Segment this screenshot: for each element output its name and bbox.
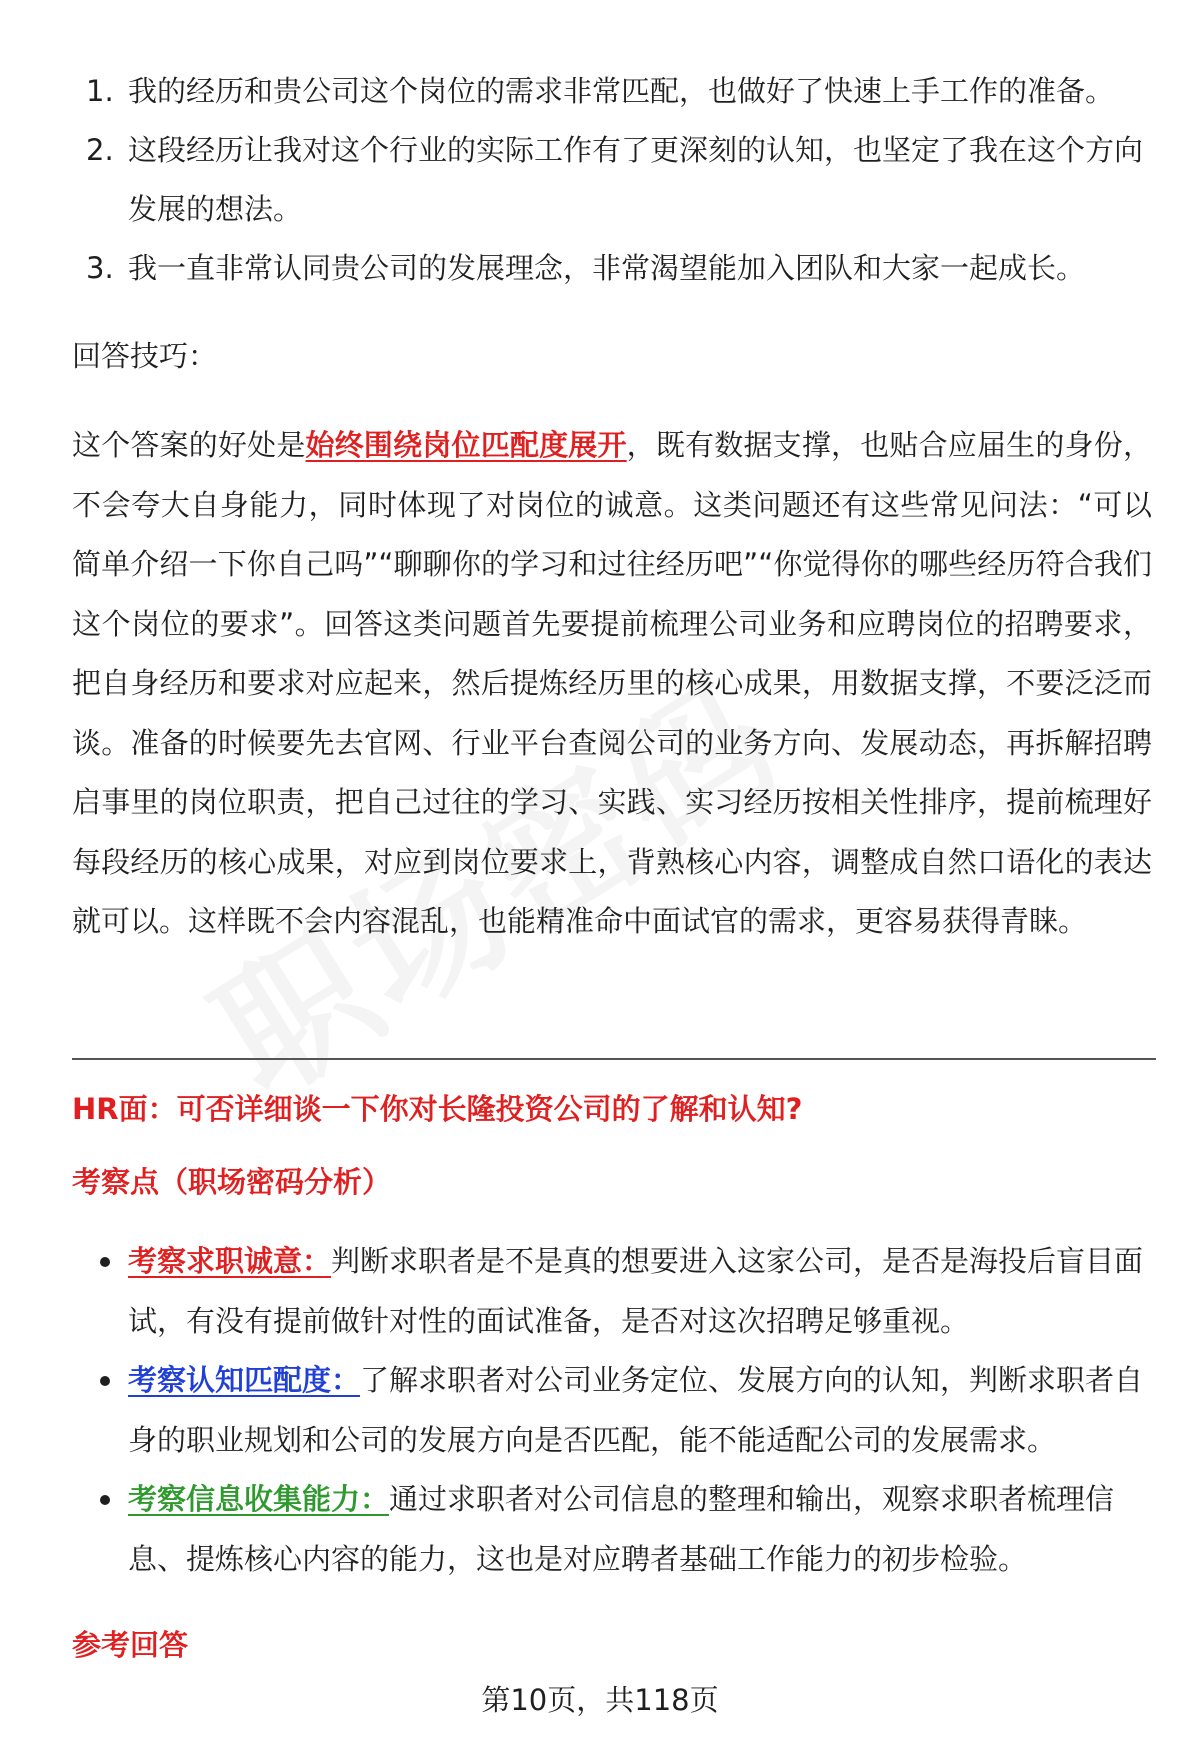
section-divider xyxy=(72,1058,1156,1060)
list-item-text: 这段经历让我对这个行业的实际工作有了更深刻的认知，也坚定了我在这个方向发展的想法。 xyxy=(128,133,1144,226)
bullet-lead: 考察求职诚意： xyxy=(128,1244,332,1278)
reference-answer-heading: 参考回答 xyxy=(72,1628,189,1662)
list-number: 1. xyxy=(86,74,114,108)
tips-highlight: 始终围绕岗位匹配度展开 xyxy=(305,428,627,462)
bullet-dot-icon xyxy=(100,1257,110,1267)
bullet-lead: 考察信息收集能力： xyxy=(128,1482,390,1516)
bullet-text: 通过求职者对公司信息的整理和输出，观察求职者梳理信息、提炼核心内容的能力，这也是对应聘者基础工作能力的初步检验。 xyxy=(128,1482,1115,1576)
list-number: 3. xyxy=(86,251,114,285)
bullet-lead: 考察认知匹配度： xyxy=(128,1363,361,1397)
bullet-list xyxy=(72,1232,1152,1589)
list-item xyxy=(72,121,1152,239)
list-item xyxy=(72,239,1152,298)
bullet-item xyxy=(72,1232,1152,1351)
list-item-text: 我的经历和贵公司这个岗位的需求非常匹配，也做好了快速上手工作的准备。 xyxy=(128,74,1115,108)
bullet-dot-icon xyxy=(100,1495,110,1505)
numbered-list xyxy=(72,62,1152,298)
list-number: 2. xyxy=(86,133,114,167)
bullet-text: 了解求职者对公司业务定位、发展方向的认知，判断求职者自身的职业规划和公司的发展方向是否匹配，能不能适配公司的发展需求。 xyxy=(128,1363,1144,1457)
tips-heading: 回答技巧： xyxy=(72,339,218,373)
bullet-text: 判断求职者是不是真的想要进入这家公司，是否是海投后盲目面试，有没有提前做针对性的面试准备，是否对这次招聘足够重视。 xyxy=(128,1244,1144,1338)
assessment-points-heading: 考察点（职场密码分析） xyxy=(72,1165,392,1199)
bullet-dot-icon xyxy=(100,1376,110,1386)
page-number: 第10页，共118页 xyxy=(481,1683,719,1717)
bullet-item xyxy=(72,1470,1152,1589)
tips-text-after: ，既有数据支撑，也贴合应届生的身份，不会夸大自身能力，同时体现了对岗位的诚意。这类问题还有这些常见问法：“可以简单介绍一下你自己吗”“聊聊你的学习和过往经历吧”“你觉得你的哪些经历符合我们这个岗位的要求”。回答这类问题首先要提前梳理公司业务和应聘岗位的招聘要求，把自身经历和要求对应起来，然后提炼经历里的核心成果，用数据支撑，不要泛泛而谈。准备的时候要先去官网、行业平台查阅公司的业务方向、发展动态，再拆解招聘启事里的岗位职责，把自己过往的学习、实践、实习经历按相关性排序，提前梳理好每段经历的核心成果，对应到岗位要求上，背熟核心内容，调整成自然口语化的表达就可以。这样既不会内容混乱，也能精准命中面试官的需求，更容易获得青睐。 xyxy=(72,428,1152,938)
list-item xyxy=(72,62,1152,121)
tips-text-before: 这个答案的好处是 xyxy=(72,428,306,462)
bullet-item xyxy=(72,1351,1152,1470)
hr-question-heading: HR面：可否详细谈一下你对长隆投资公司的了解和认知? xyxy=(72,1092,803,1126)
tips-paragraph xyxy=(72,416,1152,952)
list-item-text: 我一直非常认同贵公司的发展理念，非常渴望能加入团队和大家一起成长。 xyxy=(128,251,1086,285)
